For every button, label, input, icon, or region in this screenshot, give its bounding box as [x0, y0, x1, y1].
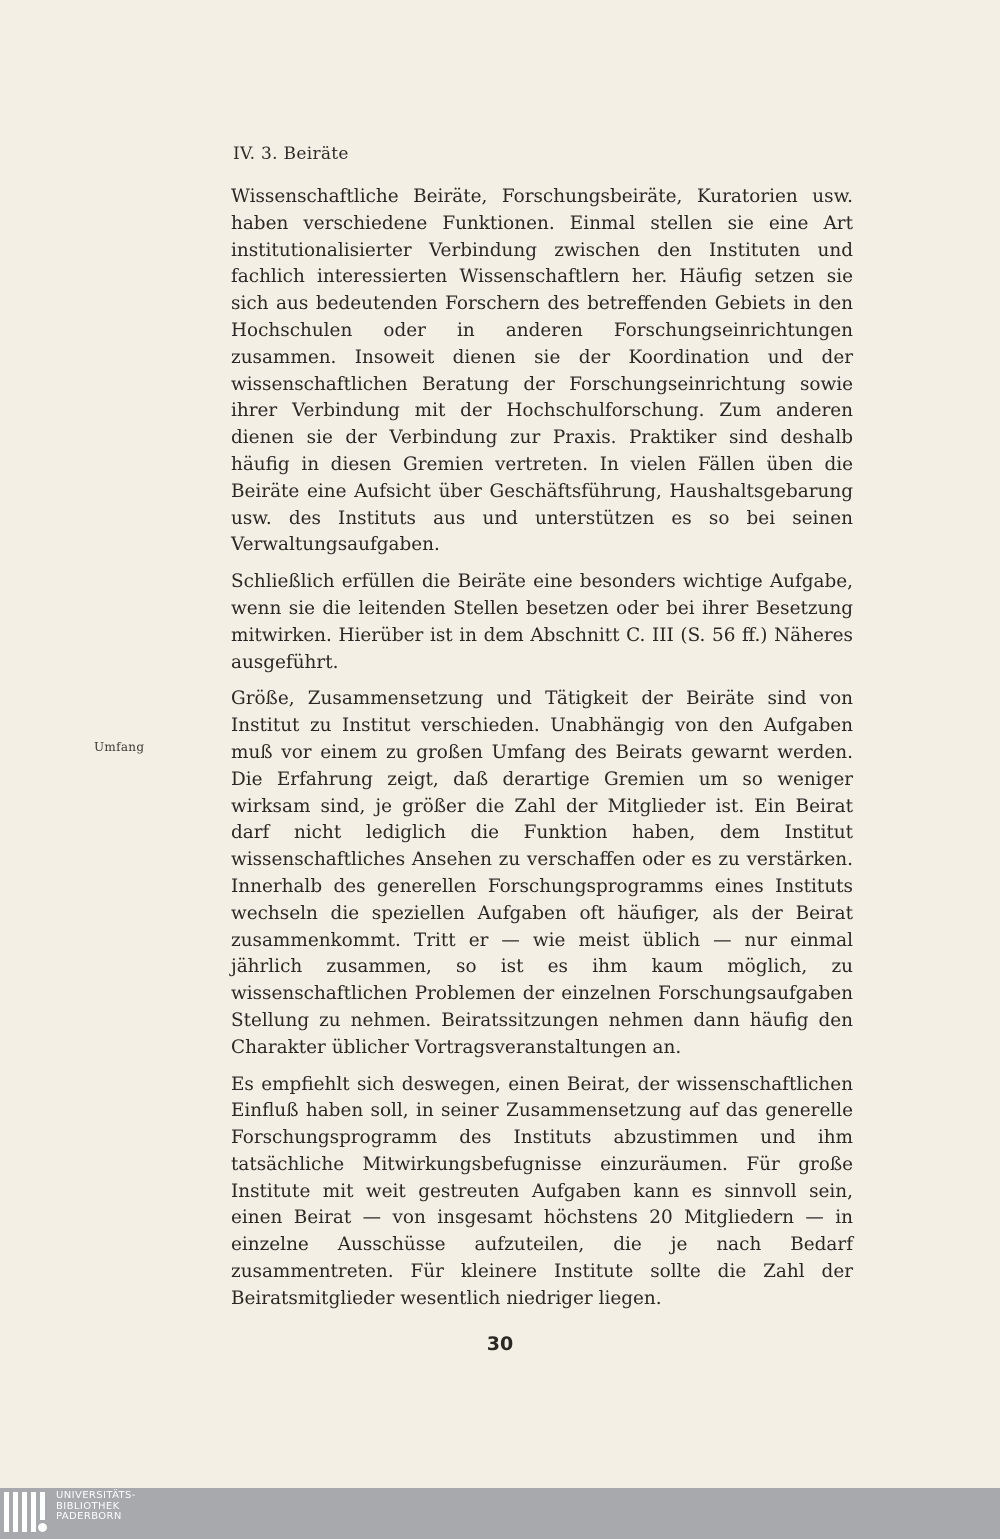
- paragraph-appointments: Schließlich erfüllen die Beiräte eine besonders wichtige Aufgabe, wenn sie die leitenden Stellen besetzen oder bei ihrer Besetzung mitwirken. Hierüber ist in dem Abschnitt C. III (S. 56 ff.) Näheres ausgeführt.: [231, 571, 853, 673]
- section-heading: IV. 3. Beiräte: [233, 144, 349, 164]
- library-name-line1: UNIVERSITÄTS-: [56, 1490, 136, 1501]
- page-number: 30: [486, 1333, 514, 1355]
- logo-dot-icon: [38, 1523, 47, 1532]
- library-name: [56, 1491, 136, 1523]
- paragraph-recommendation: Es empfiehlt sich deswegen, einen Beirat, der wissenschaftlichen Einfluß haben soll, in seiner Zusammensetzung auf das generelle Forschungsprogramm des Instituts abzustimmen und ihm tatsächliche Mitwirkungsbefugnisse einzuräumen. Für große Institute mit weit gestreuten Aufgaben kann es sinnvoll sein, einen Beirat — von insgesamt höchstens 20 Mitgliedern — in einzelne Ausschüsse aufzuteilen, die je nach Bedarf zusammentreten. Für kleinere Institute sollte die Zahl der Beiratsmitglieder wesentlich niedriger liegen.: [231, 1073, 853, 1309]
- margin-note-umfang: Umfang: [94, 740, 145, 754]
- paragraph-functions: Wissenschaftliche Beiräte, Forschungsbeiräte, Kuratorien usw. haben verschiedene Funktionen. Einmal stellen sie eine Art institutionalisierter Verbindung zwischen den Instituten und fachlich interessierten Wissenschaftlern her. Häufig setzen sie sich aus bedeutenden Forschern des betreffenden Gebiets in den Hochschulen oder in anderen Forschungseinrichtungen zusammen. Insoweit dienen sie der Koordination und der wissenschaftlichen Beratung der Forschungseinrichtung sowie ihrer Verbindung mit der Hochschulforschung. Zum anderen dienen sie der Verbindung zur Praxis. Praktiker sind deshalb häufig in diesen Gremien vertreten. In vielen Fällen üben die Beiräte eine Aufsicht über Geschäftsführung, Haushaltsgebarung usw. des Instituts aus und unterstützen es so bei seinen Verwaltungsaufgaben.: [231, 186, 853, 556]
- library-name-line2: BIBLIOTHEK: [56, 1500, 120, 1512]
- library-name-line3: PADERBORN: [56, 1511, 122, 1522]
- body-text: [231, 184, 853, 1323]
- paragraph-size: Größe, Zusammensetzung und Tätigkeit der Beiräte sind von Institut zu Institut verschieden. Unabhängig von den Aufgaben muß vor einem zu großen Umfang des Beirats gewarnt werden. Die Erfahrung zeigt, daß derartige Gremien um so weniger wirksam sind, je größer die Zahl der Mitglieder ist. Ein Beirat darf nicht lediglich die Funktion haben, dem Institut wissenschaftliches Ansehen zu verschaffen oder es zu verstärken. Innerhalb des generellen Forschungsprogramms eines Instituts wechseln die speziellen Aufgaben oft häufiger, als der Beirat zusammenkommt. Tritt er — wie meist üblich — nur einmal jährlich zusammen, so ist es ihm kaum möglich, zu wissenschaftlichen Problemen der einzelnen Forschungsaufgaben Stellung zu nehmen. Beiratssitzungen nehmen dann häufig den Charakter üblicher Vortragsveranstaltungen an.: [231, 688, 853, 1058]
- library-footer-bar: [0, 1488, 1000, 1539]
